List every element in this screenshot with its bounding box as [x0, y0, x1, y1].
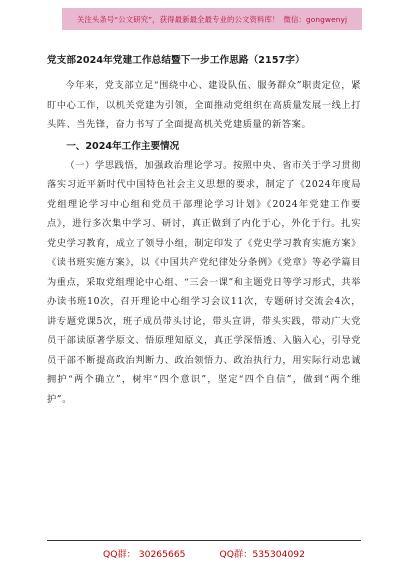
intro-paragraph: 今年来，党支部立足“围绕中心、建设队伍、服务群众”职责定位，紧盯中心工作，以机关党建为引领，全面推动党组织在高质量发展一线上打头阵、当先锋，奋力书写了全面提高机关党建质量的新答案。 [47, 80, 361, 130]
banner-follow-text: 关注头条号“公文研究”，获得最新最全最专业的公文资料库！ [76, 14, 280, 24]
document-body [47, 52, 361, 409]
banner-wechat-text: 微信：gongwenyj [283, 14, 348, 24]
footer-qq-group-1: QQ群： 30265665 [103, 549, 186, 560]
footer-qq-group-2: QQ群：535304092 [219, 549, 305, 560]
footer-divider [47, 540, 361, 541]
section-heading: 一、2024年工作主要情况 [66, 140, 180, 152]
footer [0, 546, 408, 560]
document-title: 党支部2024年党建工作总结暨下一步工作思路（2157字） [47, 55, 305, 66]
section-paragraph: （一）学思践悟，加强政治理论学习。按照中央、省市关于学习贯彻落实习近平新时代中国特色社会主义思想的要求，制定了《2024年度局党组理论学习中心组和党员干部理论学习计划》《2024年党建工作要点》，进行多次集中学习、研讨，真正做到了内化于心，外化于行。扎实党史学习教育，成立了领导小组，制定印发了《党史学习教育实施方案》《读书班实施方案》，以《中国共产党纪律处分条例》《党章》等必学篇目为重点，采取党组理论中心组、“三会一课”和主题党日等学习形式，共举办读书班10次，召开理论中心组学习会议11次，专题研讨交流会4次，讲专题党课5次，班子成员带头讨论，带头宣讲，带头实践，带动广大党员干部读原著学原文、悟原理知原义，真正学深悟透、入脑入心，引导党员干部不断提高政治判断力、政治领悟力、政治执行力，用实际行动忠诚拥护“两个确立”，树牢“四个意识”，坚定“四个自信”，做到“两个维护”。 [47, 159, 362, 405]
promo-banner [62, 8, 362, 30]
